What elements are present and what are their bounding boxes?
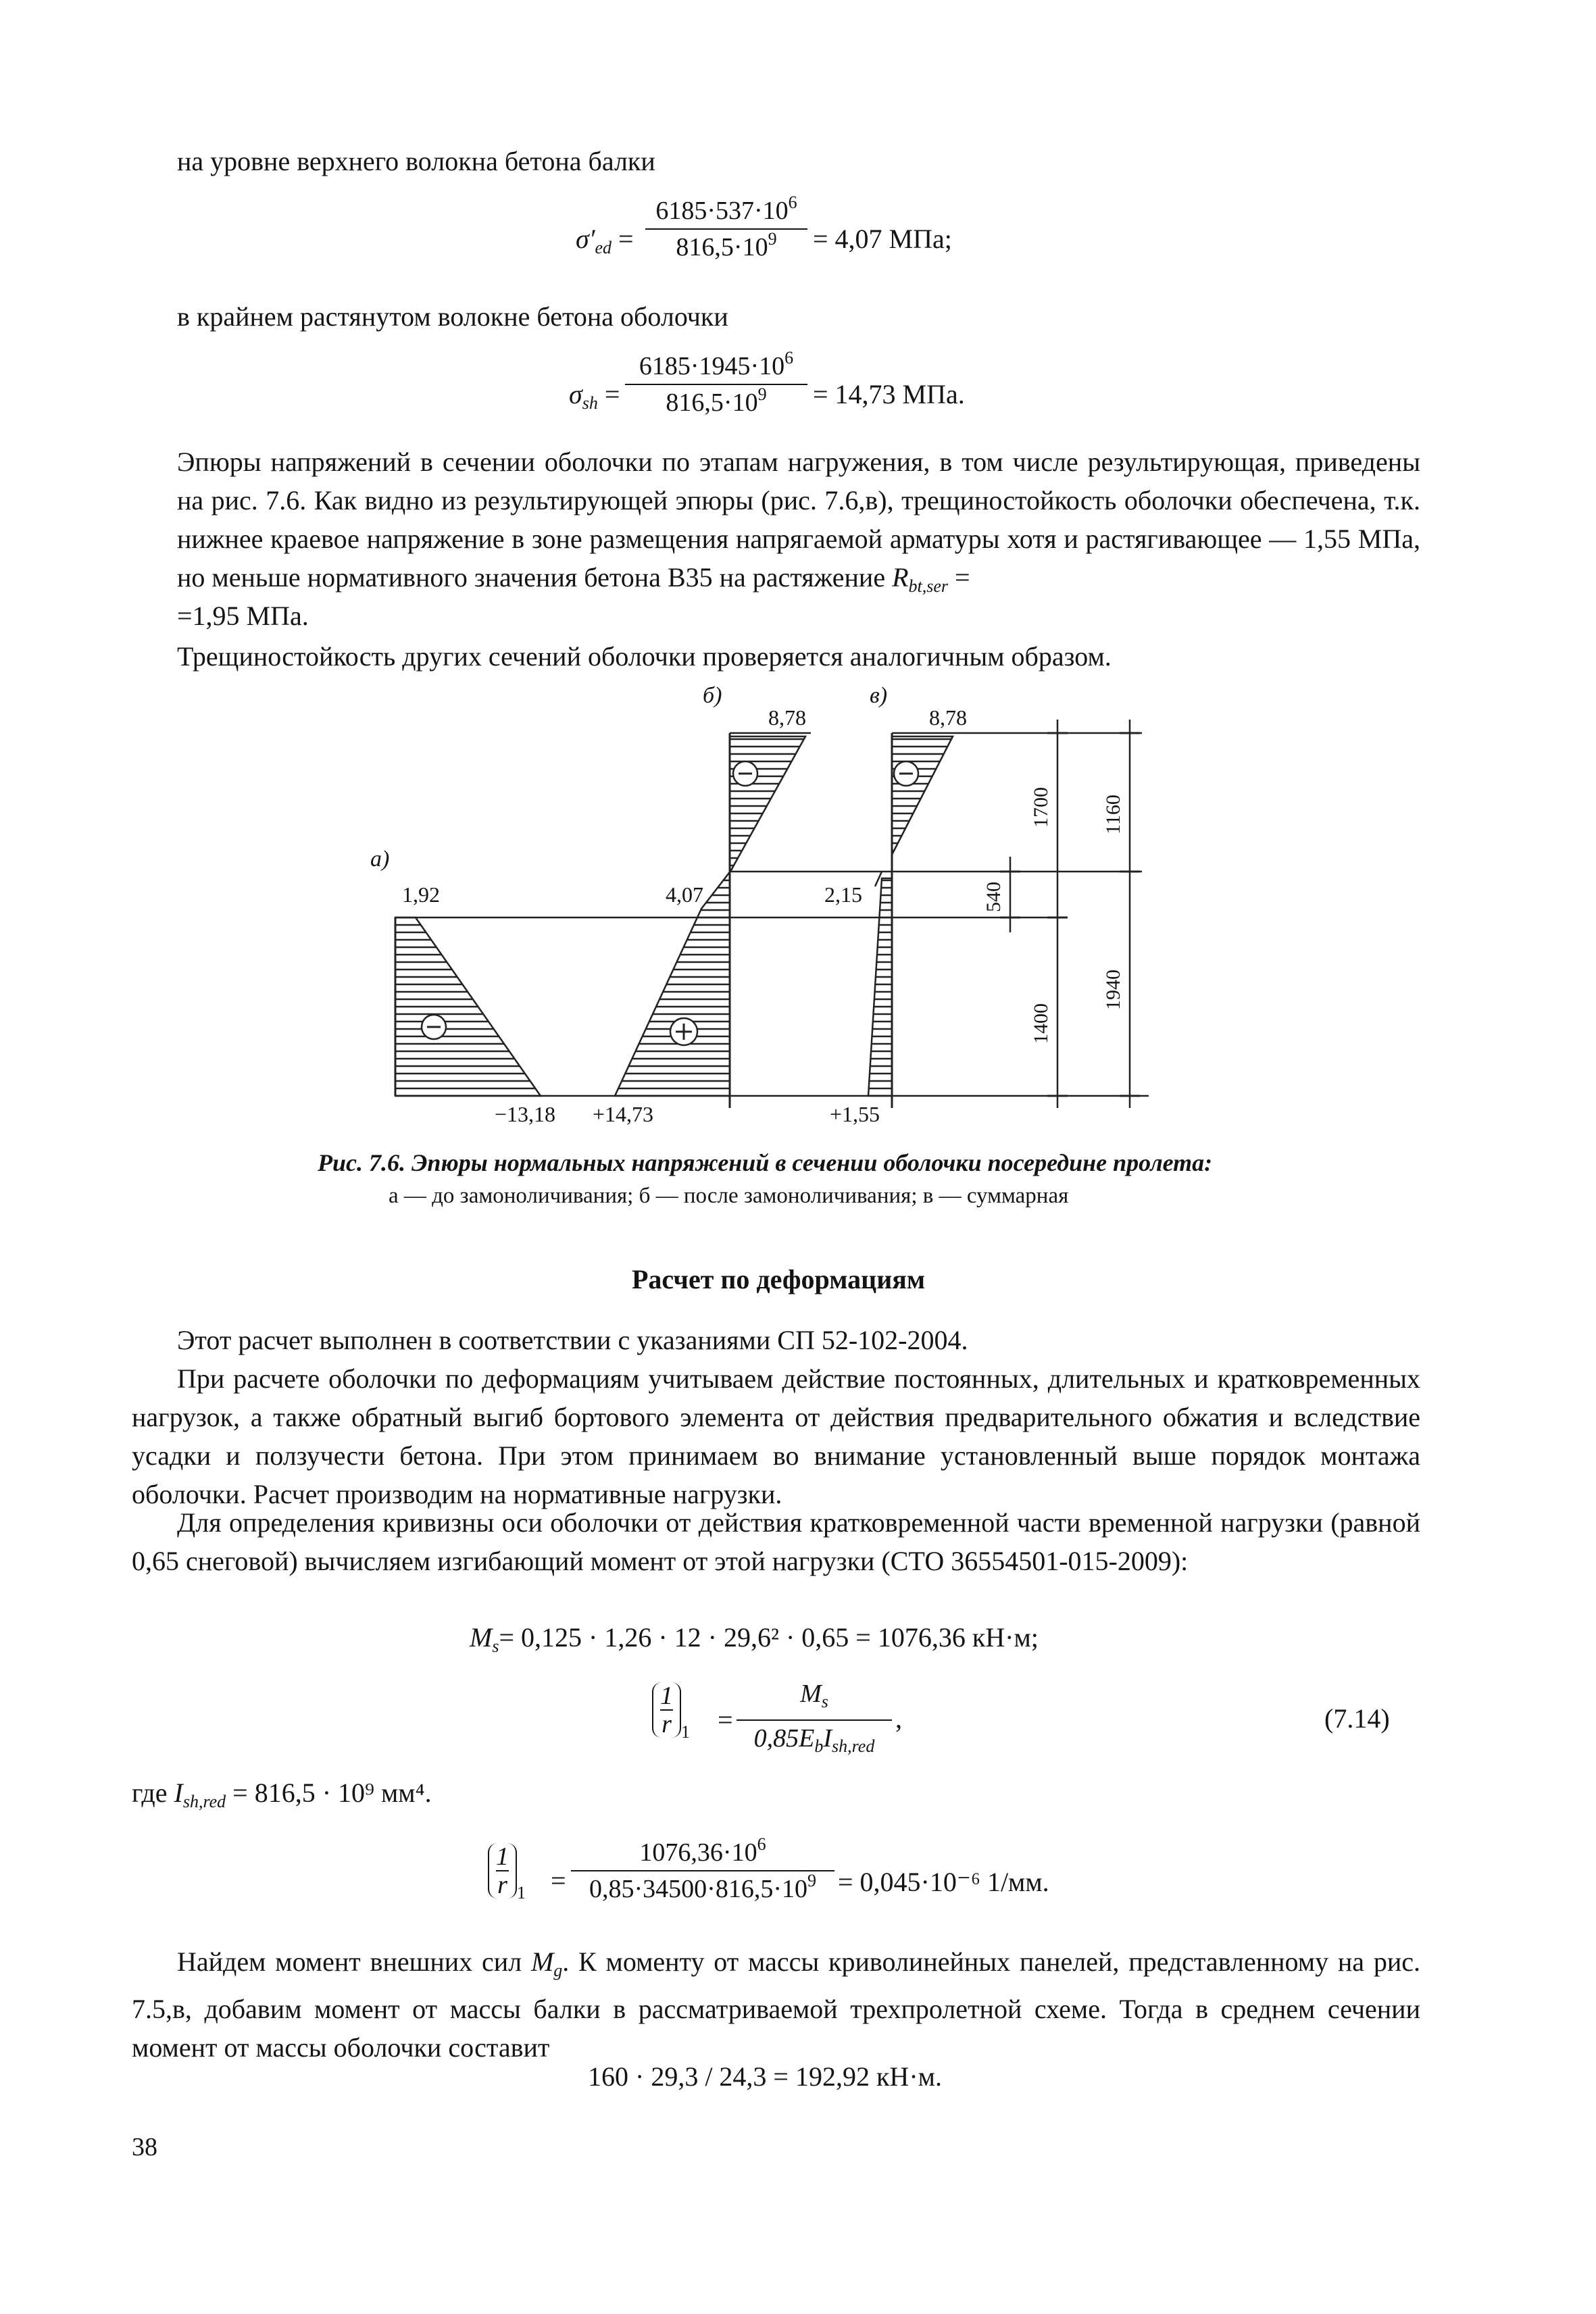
value-1-92: 1,92 <box>402 882 440 907</box>
figure-label-a: а) <box>370 847 390 872</box>
paragraph-crack-resistance: Трещиностойкость других сечений оболочки проверяется аналогичным образом. <box>177 641 1112 672</box>
where-ired: где $I_{sh,red} = 816,5 \cdot 10^9$ мм⁴. <box>132 1778 432 1811</box>
comma-714: , <box>895 1703 902 1734</box>
paragraph-curvature: Для определения кривизны оси оболочки от действия кратковременной части временной нагрузки (равной 0,65 снеговой) вычисляем изгибающий момент от этой нагрузки (СТО 36554501-015-2009): <box>132 1507 1420 1576</box>
section-heading: Расчет по деформациям <box>632 1264 926 1294</box>
curvature-result-lhs: $\frac{1}{r}$ $_1$ <box>488 1843 526 1907</box>
dimension-540: 540 <box>982 882 1005 912</box>
equation-1-fraction: $\frac{6185\cdot 537\cdot 10^6}{816,5\cdot 10^9}$ <box>645 196 807 262</box>
figure-caption-legend: а — до замоноличивания; б — после замоноличивания; в — суммарная <box>389 1184 1069 1208</box>
page-number: 38 <box>132 2133 157 2161</box>
diagram-b-upper <box>730 736 805 870</box>
paragraph-top-fiber: на уровне верхнего волокна бетона балки <box>177 146 655 176</box>
equation-3-result: = 0,045·10⁻⁶ 1/мм. <box>838 1867 1049 1897</box>
dimension-1940: 1940 <box>1102 970 1124 1010</box>
diagram-v-lower <box>868 878 892 1096</box>
dimension-1400: 1400 <box>1030 1003 1052 1044</box>
equals-714: = <box>718 1705 733 1735</box>
equation-3-fraction: $\frac{1076,36\cdot 10^6}{0,85\cdot 34500\cdot 816,5\cdot 10^9}$ <box>571 1838 834 1904</box>
paragraph-deformation-calc: При расчете оболочки по деформациям учитываем действие постоянных, длительных и кратковременных нагрузок, а также обратный выгиб бортового элемента от действия предварительного обжатия и вследствие усадки и ползучести бетона. При этом принимаем во внимание установленный выше порядок монтажа оболочки. Расчет производим на нормативные нагрузки. <box>132 1363 1420 1509</box>
sigma-ed-symbol: $\sigma'_{ed}$ = <box>576 224 634 257</box>
stress-diagram-figure <box>311 682 1182 1135</box>
paragraph-standard: Этот расчет выполнен в соответствии с указаниями СП 52-102-2004. <box>177 1325 968 1355</box>
figure-label-v: в) <box>870 683 888 708</box>
value-plus-14-73: +14,73 <box>593 1102 654 1126</box>
value-2-15: 2,15 <box>824 882 862 907</box>
equation-number-714: (7.14) <box>1324 1703 1390 1734</box>
diagram-a-polygon <box>395 917 541 1096</box>
value-plus-1-55: +1,55 <box>830 1102 880 1126</box>
figure-label-b: б) <box>703 683 722 708</box>
equation-2-fraction: $\frac{6185\cdot 1945\cdot 10^6}{816,5\cdot 10^9}$ <box>625 351 807 418</box>
sigma-sh-symbol: $\sigma_{sh}$ = <box>569 379 620 413</box>
equals-result: = <box>551 1865 566 1896</box>
dimension-1160: 1160 <box>1102 795 1124 834</box>
paragraph-external-moment: Найдем момент внешних сил $M_g$. К моменту от массы криволинейных панелей, представленному на рис. 7.5,в, добавим момент от массы балки в рассматриваемой трехпролетной схеме. Тогда в среднем сечении момент от массы оболочки составит <box>132 1946 1421 2063</box>
equation-1-result: = 4,07 МПа; <box>813 224 952 254</box>
diagram-v-upper <box>892 736 953 855</box>
figure-caption-title: Рис. 7.6. Эпюры нормальных напряжений в сечении оболочки посередине пролета: <box>318 1149 1213 1176</box>
moment-ms-equation: $M_s= 0,125 \cdot 1,26 \cdot 12 \cdot 29,6^2 \cdot 0,65 = 1076,36$ кН·м; <box>470 1622 1039 1656</box>
mass-moment-equation: 160 · 29,3 / 24,3 = 192,92 кН·м. <box>588 2061 942 2092</box>
paragraph-tension-fiber: в крайнем растянутом волокне бетона оболочки <box>177 301 728 332</box>
dimension-1700: 1700 <box>1030 787 1052 828</box>
equation-714-fraction: $M_s$ $0,85E_bI_{sh,red}$ <box>737 1679 892 1761</box>
value-8-78-b: 8,78 <box>768 705 806 730</box>
value-8-78-v: 8,78 <box>929 705 967 730</box>
value-minus-13-18: −13,18 <box>495 1102 556 1126</box>
equation-2-result: = 14,73 МПа. <box>813 379 965 409</box>
paragraph-stress-diagrams: Эпюры напряжений в сечении оболочки по этапам нагружения, в том числе результирующая, приведены на рис. 7.6. Как видно из результирующей эпюры (рис. 7.6,в), трещиностойкость оболочки обеспечена, т.к. нижнее краевое напряжение в зоне размещения напрягаемой арматуры хотя и растягивающее — 1,55 МПа, но меньше нормативного значения бетона В35 на растяжение $R_{bt,ser}$ = <box>177 447 1420 596</box>
value-4-07: 4,07 <box>666 882 703 907</box>
curvature-714-lhs: $\frac{1}{r}$ $_1$ <box>652 1682 690 1746</box>
paragraph-stress-tail: =1,95 МПа. <box>177 601 309 631</box>
